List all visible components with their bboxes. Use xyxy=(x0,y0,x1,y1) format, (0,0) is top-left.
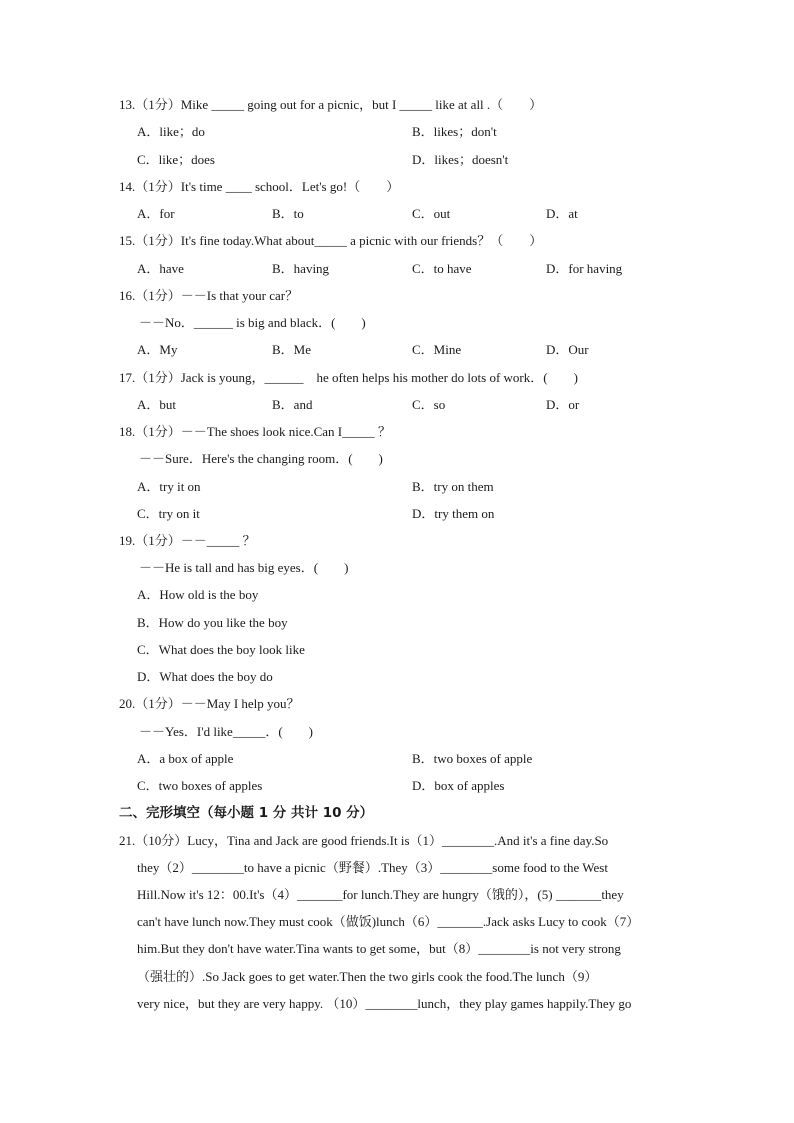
q19-option-d[interactable]: D．What does the boy do xyxy=(137,669,273,684)
q17-option-c[interactable]: C．so xyxy=(412,397,446,412)
question-13-stem: 13.（1分）Mike _____ going out for a picnic，but I _____ like at all .（ ） xyxy=(119,97,543,112)
cloze-line-1: 21.（10分）Lucy，Tina and Jack are good friends.It is（1）________.And it's a fine day.So xyxy=(119,833,609,848)
q18-option-d[interactable]: D．try them on xyxy=(412,506,495,521)
q18-option-c[interactable]: C．try on it xyxy=(137,506,200,521)
q14-option-b[interactable]: B．to xyxy=(272,206,304,221)
q14-option-c[interactable]: C．out xyxy=(412,206,451,221)
section-heading-cloze: 二、完形填空（每小题 1 分 共计 10 分） xyxy=(119,805,374,821)
question-14-stem: 14.（1分）It's time ____ school．Let's go!（ ） xyxy=(119,179,400,194)
q16-option-a[interactable]: A．My xyxy=(137,342,178,357)
q13-option-b[interactable]: B．likes；don't xyxy=(412,124,497,139)
q17-option-b[interactable]: B．and xyxy=(272,397,313,412)
q20-option-c[interactable]: C．two boxes of apples xyxy=(137,778,263,793)
question-17-stem: 17.（1分）Jack is young，______ he often helps his mother do lots of work．( ) xyxy=(119,370,578,385)
q13-option-d[interactable]: D．likes；doesn't xyxy=(412,152,509,167)
question-20-reply: －－Yes．I'd like_____．( ) xyxy=(139,724,313,739)
q19-option-b[interactable]: B．How do you like the boy xyxy=(137,615,288,630)
q17-option-a[interactable]: A．but xyxy=(137,397,177,412)
cloze-line-3: Hill.Now it's 12：00.It's（4）_______for lunch.They are hungry（饿的），(5) _______they xyxy=(137,887,624,902)
q18-option-a[interactable]: A．try it on xyxy=(137,479,201,494)
question-15-stem: 15.（1分）It's fine today.What about_____ a picnic with our friends？（ ） xyxy=(119,233,543,248)
q15-option-a[interactable]: A．have xyxy=(137,261,184,276)
q15-option-d[interactable]: D．for having xyxy=(546,261,623,276)
q19-option-c[interactable]: C．What does the boy look like xyxy=(137,642,305,657)
q16-option-d[interactable]: D．Our xyxy=(546,342,589,357)
question-18-stem: 18.（1分）－－The shoes look nice.Can I_____ ？ xyxy=(119,424,391,439)
q20-option-b[interactable]: B．two boxes of apple xyxy=(412,751,533,766)
question-19-stem: 19.（1分）－－_____ ？ xyxy=(119,533,256,548)
cloze-line-7: very nice，but they are very happy. （10）________lunch，they play games happily.They go xyxy=(137,996,632,1011)
cloze-line-4: can't have lunch now.They must cook（做饭)lunch（6）_______.Jack asks Lucy to cook（7） xyxy=(137,914,640,929)
q13-option-a[interactable]: A．like；do xyxy=(137,124,205,139)
q19-option-a[interactable]: A．How old is the boy xyxy=(137,587,259,602)
q14-option-a[interactable]: A．for xyxy=(137,206,175,221)
cloze-line-2: they（2）________to have a picnic（野餐）.They（3）________some food to the West xyxy=(137,860,608,875)
cloze-line-6: （强壮的）.So Jack goes to get water.Then the two girls cook the food.The lunch（9） xyxy=(137,969,598,984)
q15-option-c[interactable]: C．to have xyxy=(412,261,472,276)
q17-option-d[interactable]: D．or xyxy=(546,397,580,412)
question-19-reply: －－He is tall and has big eyes．( ) xyxy=(139,560,349,575)
question-16-stem: 16.（1分）－－Is that your car？ xyxy=(119,288,299,303)
q14-option-d[interactable]: D．at xyxy=(546,206,578,221)
q16-option-c[interactable]: C．Mine xyxy=(412,342,462,357)
q20-option-a[interactable]: A．a box of apple xyxy=(137,751,234,766)
q20-option-d[interactable]: D．box of apples xyxy=(412,778,505,793)
question-20-stem: 20.（1分）－－May I help you？ xyxy=(119,696,300,711)
cloze-line-5: him.But they don't have water.Tina wants to get some，but（8）________is not very strong xyxy=(137,941,621,956)
q16-option-b[interactable]: B．Me xyxy=(272,342,312,357)
q13-option-c[interactable]: C．like；does xyxy=(137,152,215,167)
question-16-reply: －－No．______ is big and black．( ) xyxy=(139,315,366,330)
question-18-reply: －－Sure．Here's the changing room．( ) xyxy=(139,451,383,466)
q18-option-b[interactable]: B．try on them xyxy=(412,479,494,494)
q15-option-b[interactable]: B．having xyxy=(272,261,330,276)
